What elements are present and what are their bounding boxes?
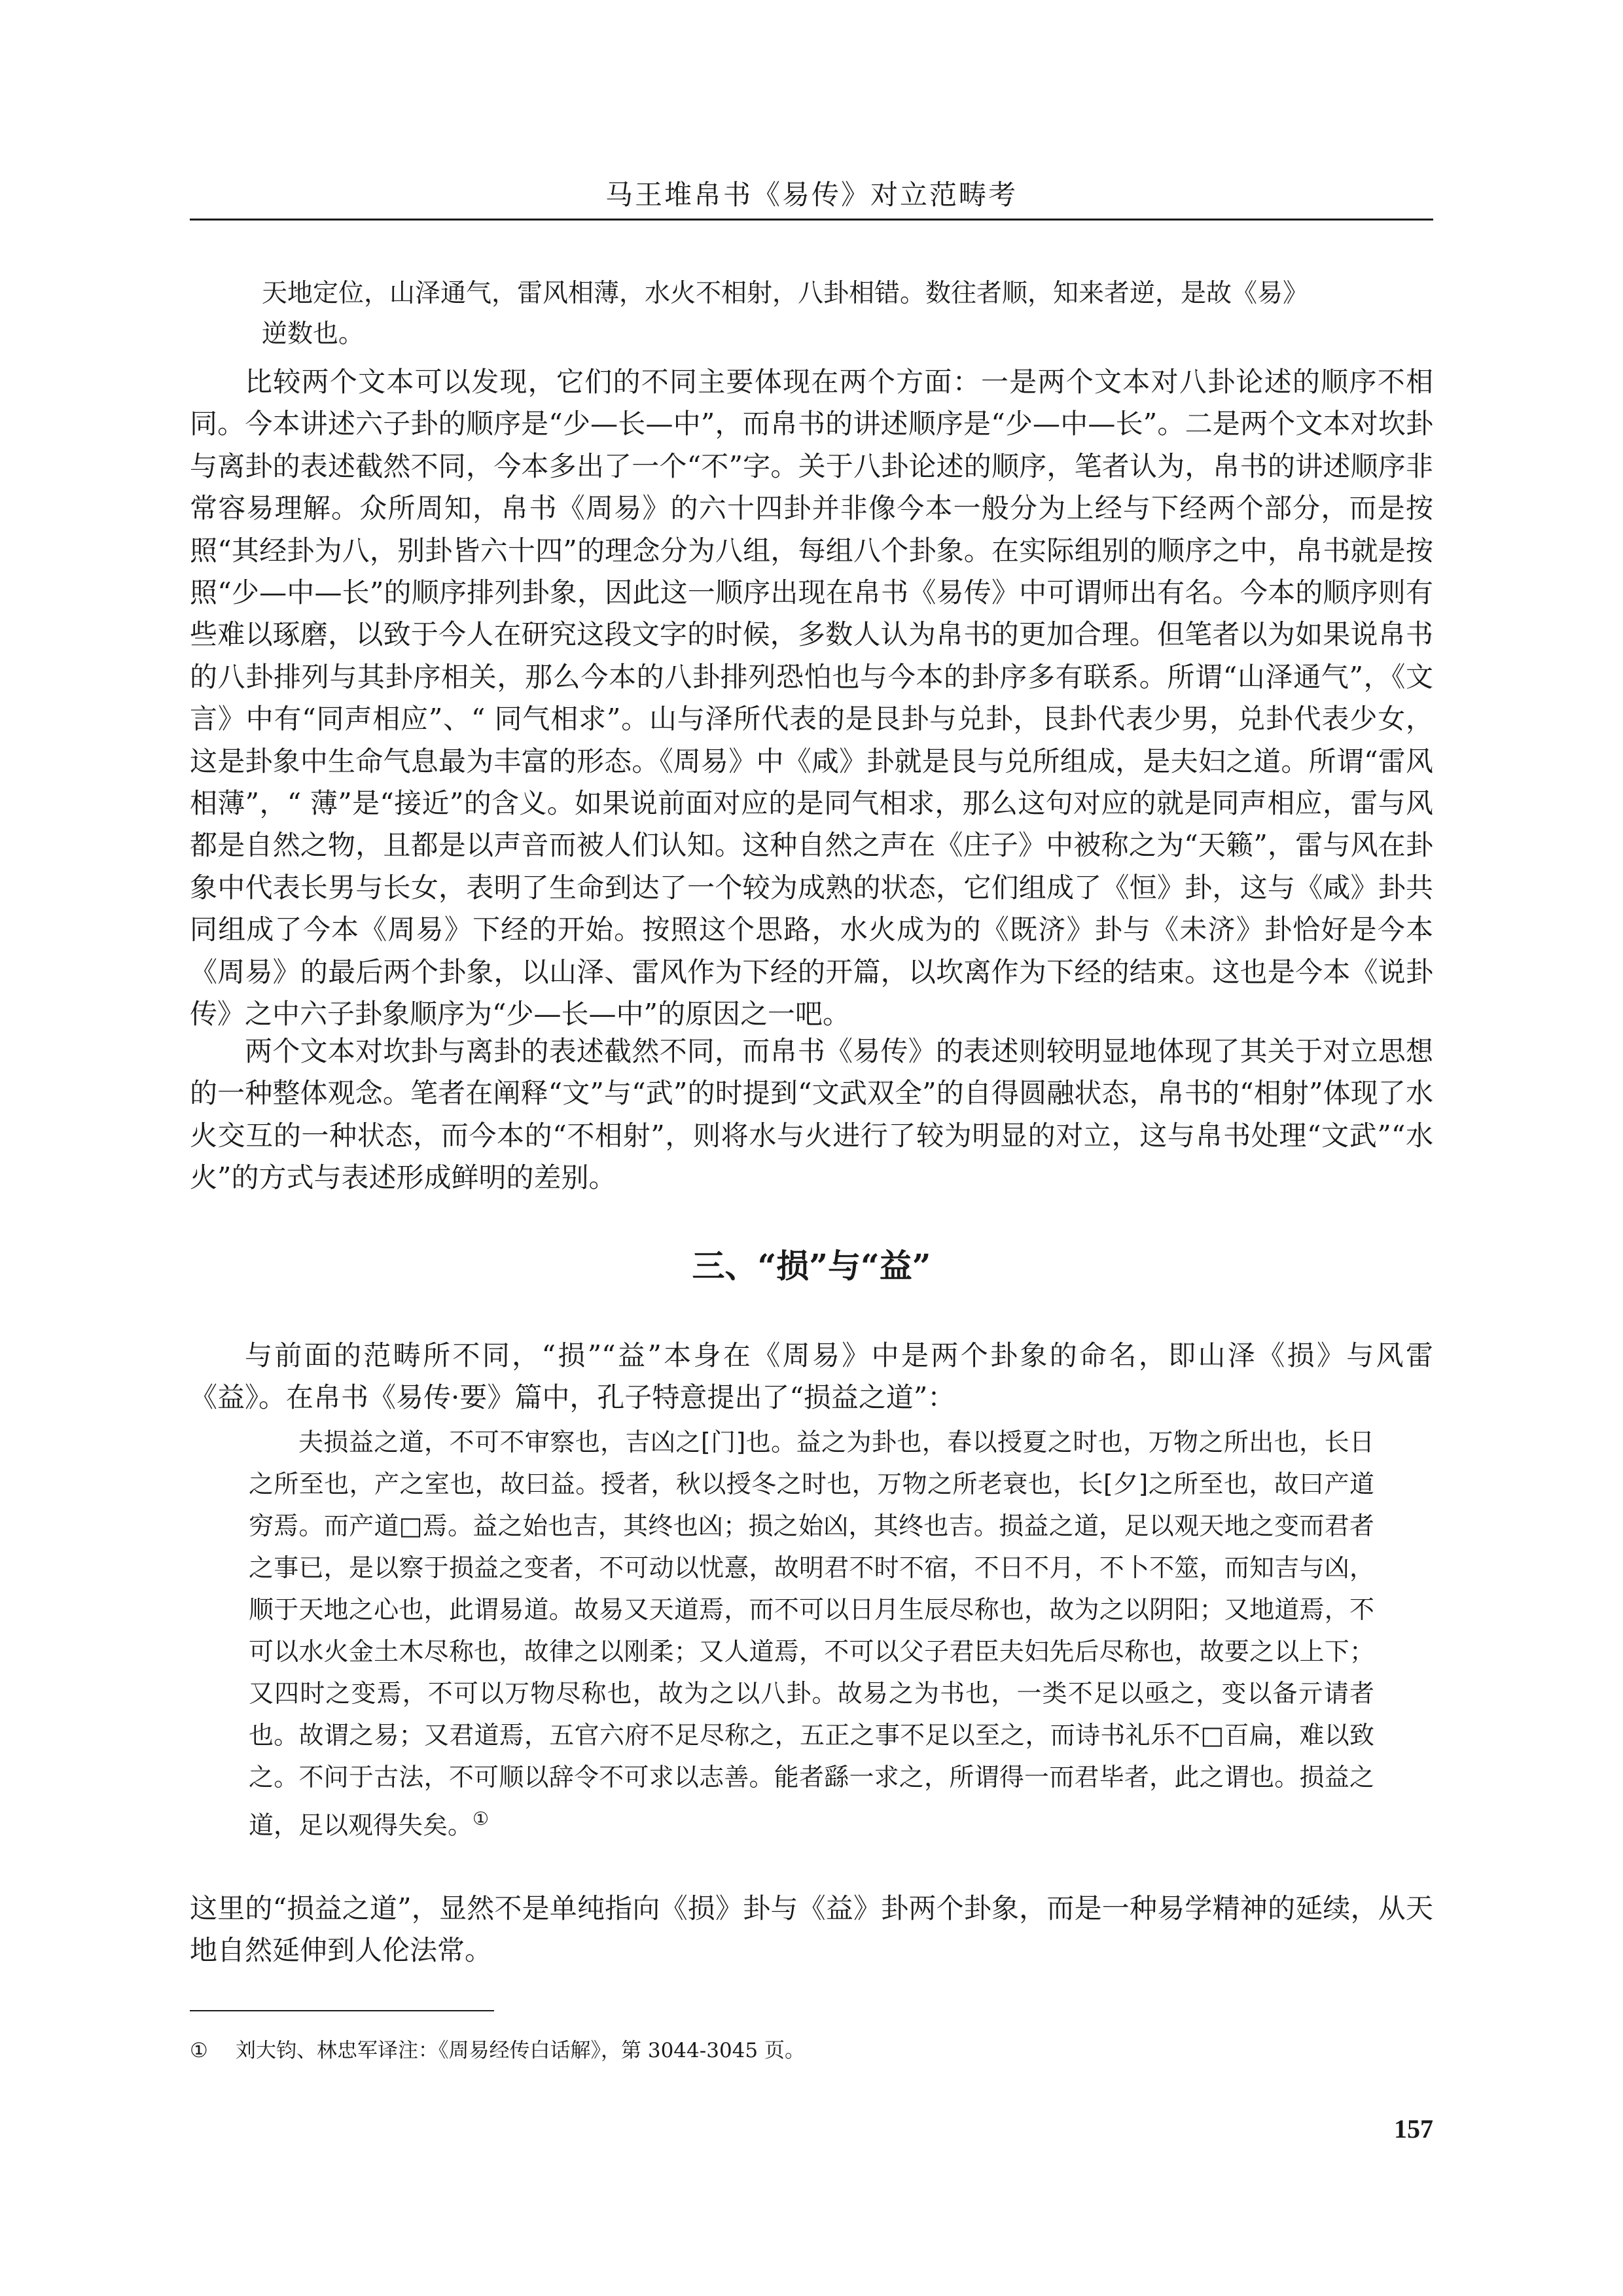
paragraph-sun-yi-intro: 与前面的范畴所不同，“损”“益”本身在《周易》中是两个卦象的命名，即山泽《损》与风雷《益》。在帛书《易传·要》篇中，孔子特意提出了“损益之道”： [190, 1339, 1433, 1414]
footnote-text: 刘大钧、林忠军译注：《周易经传白话解》，第 3044-3045 页。 [236, 2039, 805, 2062]
block-quote-yao [249, 1421, 1374, 1846]
footnote-rule [190, 2010, 494, 2011]
paragraph-kan-li: 两个文本对坎卦与离卦的表述截然不同，而帛书《易传》的表述则较明显地体现了其关于对立思想的一种整体观念。笔者在阐释“文”与“武”的时提到“文武双全”的自得圆融状态，帛书的“相射”体现了水火交互的一种状态，而今本的“不相射”，则将水与火进行了较为明显的对立，这与帛书处理“文武”“水火”的方式与表述形成鲜明的差别。 [190, 1035, 1433, 1194]
footnote-mark: ① [190, 2039, 208, 2062]
footnote-ref[interactable]: ① [473, 1808, 490, 1829]
block-quote-shuogua [190, 274, 1433, 355]
page-number: 157 [1394, 2114, 1433, 2144]
paragraph-conclusion: 这里的“损益之道”，显然不是单纯指向《损》卦与《益》卦两个卦象，而是一种易学精神的延续，从天地自然延伸到人伦法常。 [190, 1892, 1433, 1967]
quote-text: 夫损益之道，不可不审察也，吉凶之[门]也。益之为卦也，春以授夏之时也，万物之所出也，长日之所至也，产之室也，故曰益。授者，秋以授冬之时也，万物之所老衰也，长[夕]之所至也，故曰产道穷焉。而产道□焉。益之始也吉，其终也凶；损之始凶，其终也吉。损益之道，足以观天地之变而君者之事已，是以察于损益之变者，不可动以忧憙，故明君不时不宿，不日不月，不卜不筮，而知吉与凶，顺于天地之心也，此谓易道。故易又天道焉，而不可以日月生辰尽称也，故为之以阴阳；又地道焉，不可以水火金土木尽称也，故律之以刚柔；又人道焉，不可以父子君臣夫妇先后尽称也，故要之以上下；又四时之变焉，不可以万物尽称也，故为之以八卦。故易之为书也，一类不足以亟之，变以备亓请者也。故谓之易；又君道焉，五官六府不足尽称之，五正之事不足以至之，而诗书礼乐不□百扁，难以致之。不问于古法，不可顺以辞令不可求以志善。能者繇一求之，所谓得一而君毕者，此之谓也。损益之道，足以观得失矣。 [249, 1428, 1374, 1840]
running-head: 马王堆帛书《易传》对立范畴考 [605, 179, 1018, 211]
section-heading: 三、“损”与“益” [692, 1246, 931, 1285]
paragraph-comparison: 比较两个文本可以发现，它们的不同主要体现在两个方面：一是两个文本对八卦论述的顺序不相同。今本讲述六子卦的顺序是“少—长—中”，而帛书的讲述顺序是“少—中—长”。二是两个文本对坎卦与离卦的表述截然不同，今本多出了一个“不”字。关于八卦论述的顺序，笔者认为，帛书的讲述顺序非常容易理解。众所周知，帛书《周易》的六十四卦并非像今本一般分为上经与下经两个部分，而是按照“其经卦为八，别卦皆六十四”的理念分为八组，每组八个卦象。在实际组别的顺序之中，帛书就是按照“少—中—长”的顺序排列卦象，因此这一顺序出现在帛书《易传》中可谓师出有名。今本的顺序则有些难以琢磨，以致于今人在研究这段文字的时候，多数人认为帛书的更加合理。但笔者以为如果说帛书的八卦排列与其卦序相关，那么今本的八卦排列恐怕也与今本的卦序多有联系。所谓“山泽通气”，《文言》中有“同声相应”、“ 同气相求”。山与泽所代表的是艮卦与兑卦，艮卦代表少男，兑卦代表少女，这是卦象中生命气息最为丰富的形态。《周易》中《咸》卦就是艮与兑所组成，是夫妇之道。所谓“雷风相薄”，“ 薄”是“接近”的含义。如果说前面对应的是同气相求，那么这句对应的就是同声相应，雷与风都是自然之物，且都是以声音而被人们认知。这种自然之声在《庄子》中被称之为“天籁”，雷与风在卦象中代表长男与长女，表明了生命到达了一个较为成熟的状态，它们组成了《恒》卦，这与《咸》卦共同组成了今本《周易》下经的开始。按照这个思路，水火成为的《既济》卦与《未济》卦恰好是今本《周易》的最后两个卦象，以山泽、雷风作为下经的开篇，以坎离作为下经的结束。这也是今本《说卦传》之中六子卦象顺序为“少—长—中”的原因之一吧。 [190, 366, 1433, 1031]
header-rule [190, 219, 1433, 221]
quote-line-2: 逆数也。 [262, 319, 365, 349]
quote-line-1: 天地定位，山泽通气，雷风相薄，水火不相射，八卦相错。数往者顺，知来者逆，是故《易》 [262, 279, 1309, 308]
footnote [190, 2036, 1302, 2065]
